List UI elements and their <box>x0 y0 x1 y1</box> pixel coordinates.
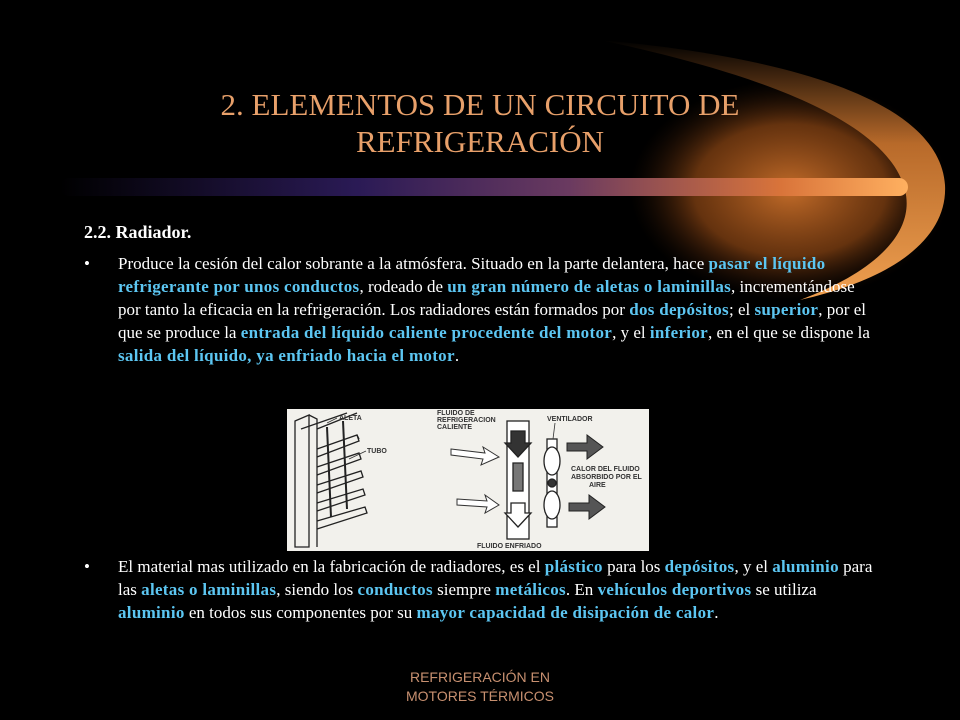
footer-line2: MOTORES TÉRMICOS <box>405 688 555 704</box>
highlighted-term: mayor capacidad de disipación de calor <box>416 603 715 622</box>
label-calor-1: CALOR DEL FLUIDO <box>571 466 640 473</box>
bullet-text-segment: , incrementándose por tanto la eficacia en la refrigeración. Los radiadores están formados por <box>118 277 855 319</box>
label-calor-3: AIRE <box>589 482 606 489</box>
bullet-text-segment: para las <box>118 557 873 599</box>
highlighted-term: superior <box>754 300 819 319</box>
bullet-text-segment: se utiliza <box>751 580 817 599</box>
footer-line1: REFRIGERACIÓN EN <box>409 669 550 685</box>
slide-footer <box>360 668 600 706</box>
highlighted-term: entrada del líquido caliente procedente del motor <box>240 323 613 342</box>
highlighted-term: conductos <box>357 580 433 599</box>
label-ventilador: VENTILADOR <box>547 416 593 423</box>
bullet-text-segment: siempre <box>432 580 496 599</box>
highlighted-term: un gran número de aletas o laminillas <box>447 277 732 296</box>
highlighted-term: metálicos <box>495 580 566 599</box>
bullet-text-segment: , en el que se dispone la <box>707 323 870 342</box>
slide-title <box>120 86 840 160</box>
fan-icon <box>544 439 560 527</box>
highlighted-term: vehículos deportivos <box>597 580 752 599</box>
highlighted-term: salida del líquido, ya enfriado hacia el motor <box>118 346 455 365</box>
highlighted-term: plástico <box>544 557 603 576</box>
bullet-text-segment: en todos sus componentes por su <box>184 603 417 622</box>
air-inflow-arrows <box>451 447 499 513</box>
radiator-fins-drawing <box>295 413 367 547</box>
highlighted-term: pasar el líquido refrigerante por unos conductos <box>118 254 826 296</box>
label-calor-2: ABSORBIDO POR EL <box>571 474 642 481</box>
label-enfriado: FLUIDO ENFRIADO <box>477 543 542 550</box>
label-fluido-2: REFRIGERACION <box>437 417 496 424</box>
bullet-text-segment: . <box>454 346 460 365</box>
bullet-text-segment: . <box>714 603 719 622</box>
label-tubo: TUBO <box>367 448 387 455</box>
bullet-text <box>118 555 878 624</box>
bullet-symbol: • <box>84 254 90 273</box>
bullet-symbol: • <box>84 557 90 576</box>
highlighted-term: aletas o laminillas <box>141 580 277 599</box>
bullet-text-segment: ; el <box>728 300 755 319</box>
bullet-text-segment: . En <box>565 580 598 599</box>
bullet-text-segment: , rodeado de <box>359 277 448 296</box>
highlighted-term: inferior <box>649 323 708 342</box>
bullet-text-segment: Produce la cesión del calor sobrante a la atmósfera. Situado en la parte delantera, hace <box>118 254 709 273</box>
label-aleta: ALETA <box>339 415 362 422</box>
highlighted-term: dos depósitos <box>629 300 729 319</box>
bullet-text-segment: , siendo los <box>276 580 358 599</box>
slide-title-line2: REFRIGERACIÓN <box>355 124 604 159</box>
highlighted-term: aluminio <box>772 557 839 576</box>
bullet-text-segment: para los <box>602 557 665 576</box>
label-fluido-3: CALIENTE <box>437 424 472 431</box>
bullet-text-segment: , y el <box>612 323 650 342</box>
highlighted-term: depósitos <box>664 557 735 576</box>
radiator-diagram <box>287 409 649 551</box>
bullet-text-segment: El material mas utilizado en la fabricación de radiadores, es el <box>118 557 545 576</box>
bullet-text-segment: , y el <box>734 557 773 576</box>
slide-title-line1: 2. ELEMENTOS DE UN CIRCUITO DE <box>220 87 740 122</box>
section-subheading: 2.2. Radiador. <box>84 222 192 242</box>
highlighted-term: aluminio <box>118 603 185 622</box>
bullet-text <box>118 252 878 367</box>
label-fluido-1: FLUIDO DE <box>437 410 475 417</box>
bullet-text-segment: , por el que se produce la <box>118 300 866 342</box>
radiator-core <box>505 421 531 539</box>
